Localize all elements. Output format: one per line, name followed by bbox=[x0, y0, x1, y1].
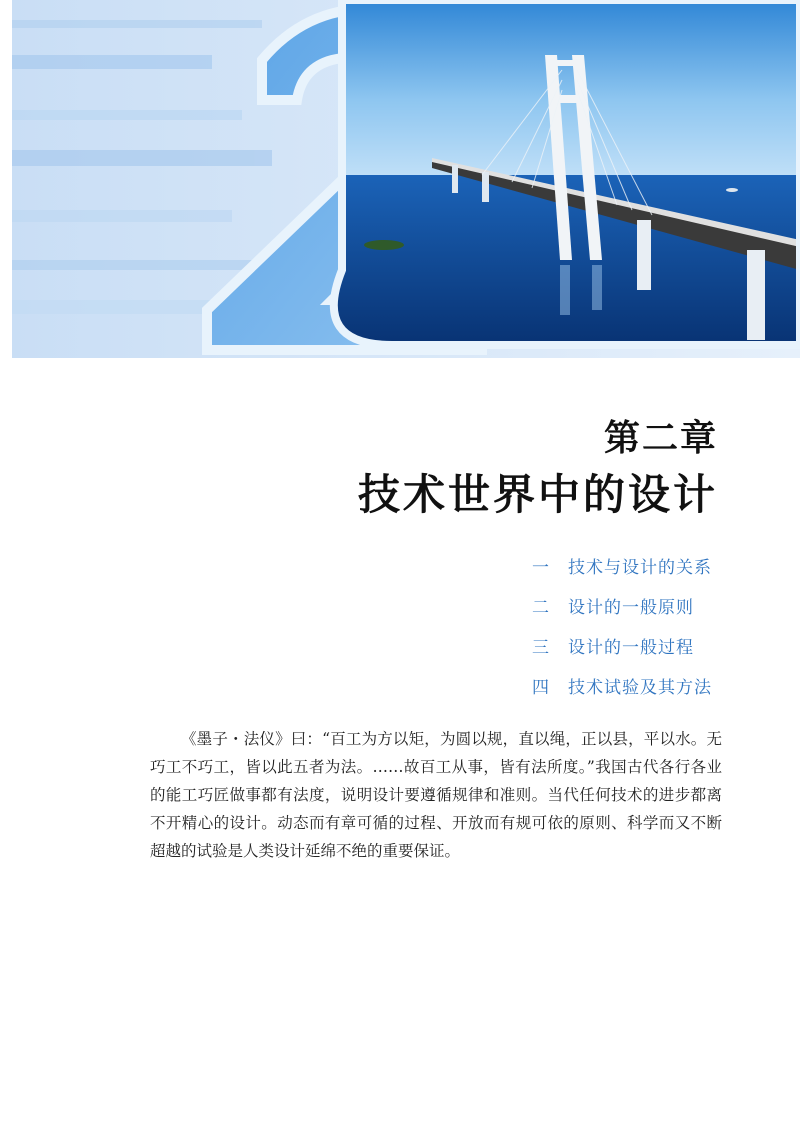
toc-item[interactable] bbox=[532, 545, 718, 585]
toc-item-number: 二 bbox=[532, 597, 549, 618]
toc-item[interactable] bbox=[532, 585, 718, 625]
toc-item-number: 一 bbox=[532, 557, 549, 578]
toc-item[interactable] bbox=[532, 625, 718, 665]
toc-item-number: 四 bbox=[532, 677, 549, 698]
toc-item-label: 设计的一般原则 bbox=[568, 597, 694, 618]
chapter-banner-image bbox=[12, 0, 800, 358]
chapter-title: 技术世界中的设计 bbox=[357, 470, 718, 519]
chapter-contents-list bbox=[532, 545, 718, 705]
chapter-number: 第二章 bbox=[603, 417, 718, 459]
toc-item[interactable] bbox=[532, 665, 718, 705]
toc-item-label: 技术与设计的关系 bbox=[568, 557, 712, 578]
chapter-introduction: 《墨子・法仪》曰：“百工为方以矩，为圆以规，直以绳，正以县，平以水。无巧工不巧工，皆以此五者为法。……故百工从事，皆有法所度。”我国古代各行各业的能工巧匠做事都有法度，说明设计要遵循规律和准则。当代任何技术的进步都离不开精心的设计。动态而有章可循的过程、开放而有规可依的原则、科学而又不断超越的试验是人类设计延绵不绝的重要保证。 bbox=[150, 730, 722, 860]
toc-item-label: 设计的一般过程 bbox=[568, 637, 694, 658]
bridge-photo bbox=[312, 0, 800, 358]
toc-item-label: 技术试验及其方法 bbox=[568, 677, 712, 698]
toc-item-number: 三 bbox=[532, 637, 549, 658]
bridge-illustration bbox=[12, 0, 800, 358]
